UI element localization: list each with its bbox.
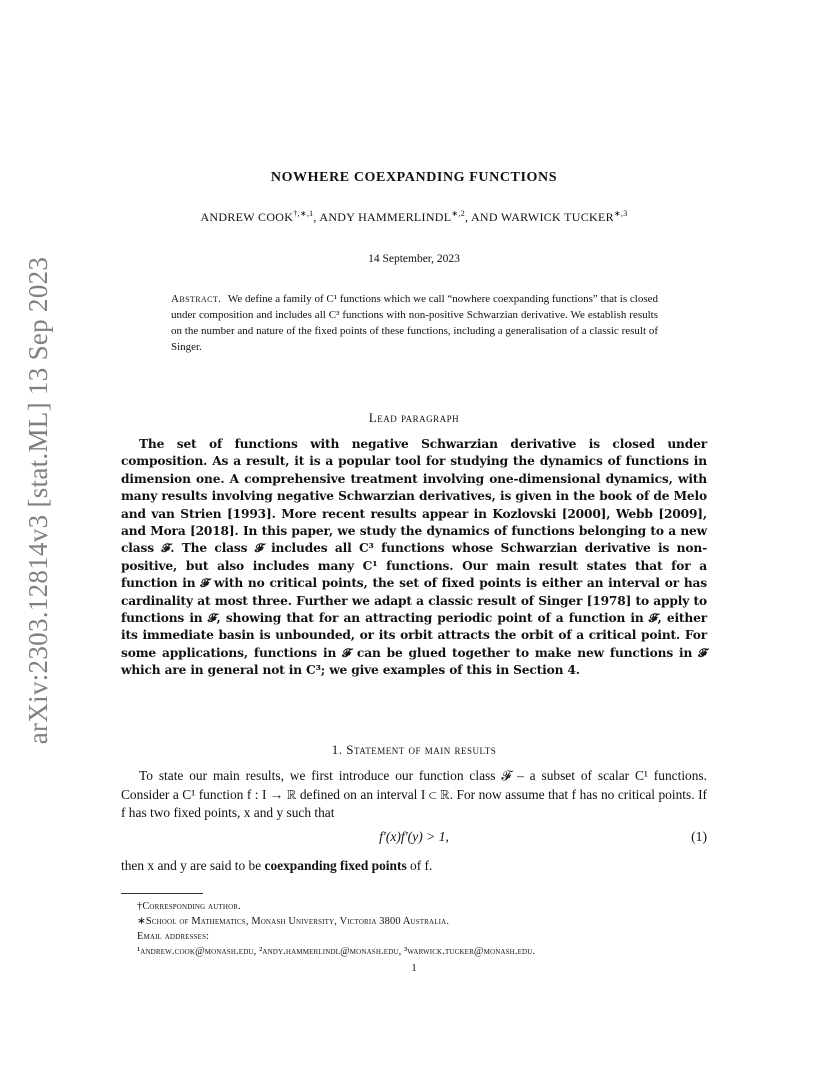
author-name: ANDY HAMMERLINDL	[319, 210, 452, 224]
author-separator: , AND	[465, 210, 501, 224]
footnote: Email addresses:	[137, 931, 210, 942]
section-heading: 1. Statement of main results	[331, 742, 497, 757]
author-list	[121, 209, 707, 225]
definition-text-post: of f.	[406, 858, 433, 873]
equation-expression: f′(x)f′(y) > 1,	[379, 829, 449, 844]
equation-block	[121, 829, 707, 849]
defined-term: coexpanding fixed points	[264, 858, 407, 873]
section-paragraph: To state our main results, we first introduce our function class 𝓕 – a subset of scalar C¹ functions. Consider a C¹ function f : I → ℝ defined on an interval I ⊂ ℝ. For now assume that f has no critical points. If f has two fixed points, x and y such that	[121, 768, 707, 820]
lead-paragraph-heading: Lead paragraph	[368, 410, 460, 425]
definition-sentence	[121, 858, 707, 874]
footnote: ∗School of Mathematics, Monash University, Victoria 3800 Australia.	[137, 916, 450, 927]
author-name: ANDREW COOK	[200, 210, 294, 224]
paper-title: NOWHERE COEXPANDING FUNCTIONS	[270, 170, 558, 185]
author-affiliation-mark: ∗,3	[613, 209, 628, 218]
footnote-emails: ¹andrew.cook@monash.edu, ²andy.hammerlindl@monash.edu, ³warwick.tucker@monash.edu.	[137, 946, 536, 957]
author-separator: ,	[313, 210, 320, 224]
abstract-text: We define a family of C¹ functions which we call “nowhere coexpanding functions” that is closed under composition and includes all C³ functions with non-positive Schwarzian derivative. We establish results on the number and nature of the fixed points of these functions, including a generalisation of a classic result of Singer.	[171, 293, 658, 353]
author-name: WARWICK TUCKER	[500, 210, 614, 224]
equation-number: (1)	[691, 829, 707, 844]
definition-text-pre: then x and y are said to be	[121, 858, 265, 873]
author-affiliation-mark: ∗,2	[451, 209, 465, 218]
footnote-divider	[121, 893, 203, 894]
arxiv-identifier-sidebar	[18, 210, 60, 790]
page-number: 1	[411, 962, 417, 974]
lead-paragraph: The set of functions with negative Schwarzian derivative is closed under composition. As a result, it is a popular tool for studying the dynamics of functions in dimension one. A comprehensive treatment involving one-dimensional dynamics, with many results involving negative Schwarzian derivatives, is given in the book of de Melo and van Strien [1993]. More recent results appear in Kozlovski [2000], Webb [2009], and Mora [2018]. In this paper, we study the dynamics of functions belonging to a new class 𝓕. The class 𝓕 includes all C³ functions whose Schwarzian derivative is non-positive, but also includes many C¹ functions. Our main result states that for a function in 𝓕 with no critical points, the set of fixed points is either an interval or has cardinality at most three. Further we adapt a classic result of Singer [1978] to apply to functions in 𝓕, showing that for an attracting periodic point of a function in 𝓕, either its immediate basin is unbounded, or its orbit attracts the orbit of a critical point. For some applications, functions in 𝓕 can be glued together to make new functions in 𝓕 which are in general not in C³; we give examples of this in Section 4.	[121, 437, 707, 678]
footnote: †Corresponding author.	[137, 901, 241, 912]
arxiv-identifier: arXiv:2303.12814v3 [stat.ML] 13 Sep 2023	[23, 256, 54, 744]
abstract-label: Abstract.	[171, 293, 222, 305]
footnotes	[137, 899, 711, 959]
author-affiliation-mark: †,∗,1	[293, 209, 314, 218]
publication-date: 14 September, 2023	[368, 253, 460, 265]
abstract	[171, 291, 658, 355]
